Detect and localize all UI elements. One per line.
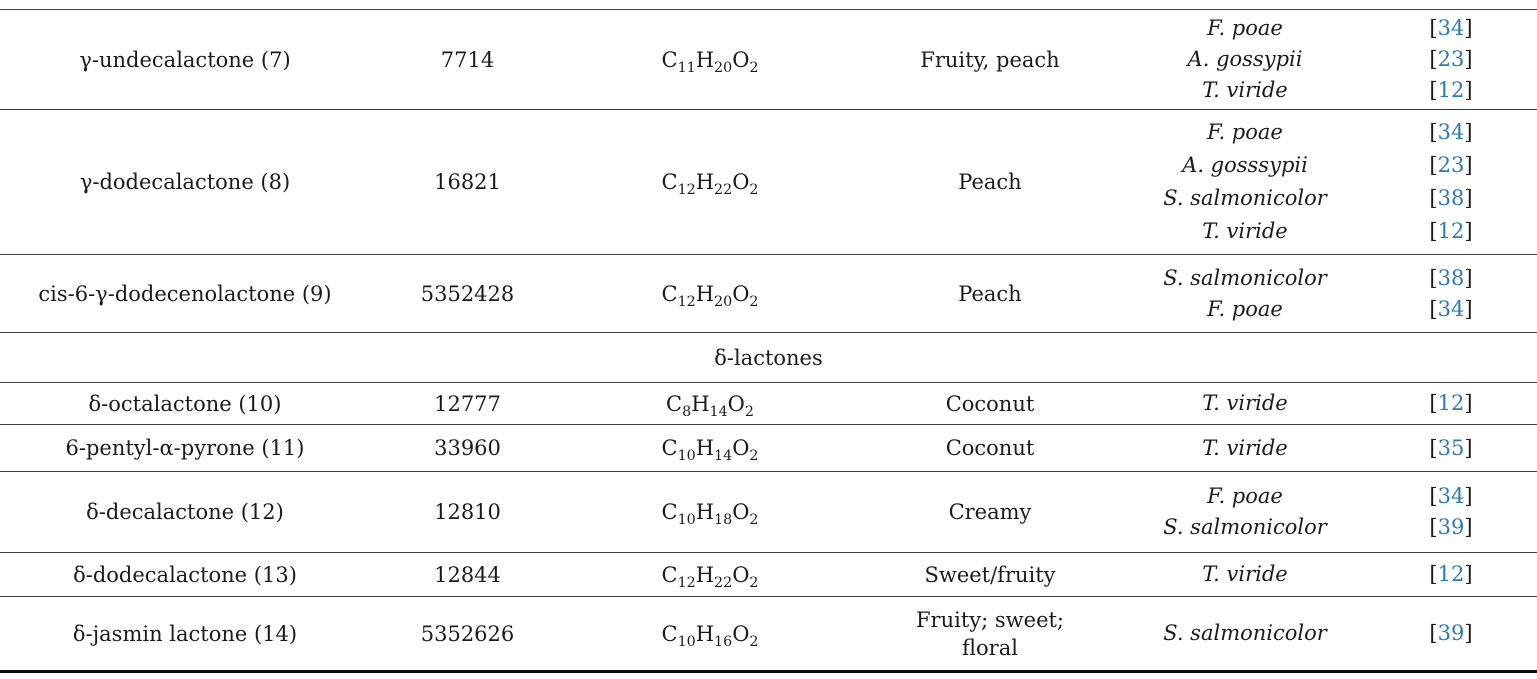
compound-name: δ-octalactone (10)	[88, 391, 282, 416]
citation: [39]	[1429, 515, 1473, 539]
reference-cell	[1365, 383, 1537, 425]
section-header: δ-lactones	[714, 345, 823, 370]
odor-cell	[855, 597, 1125, 672]
pubchem-cid: 16821	[434, 170, 501, 194]
organism-name: A. gossypii	[1187, 47, 1303, 71]
compound-name: γ-dodecalactone (8)	[79, 170, 291, 194]
pubchem-cid: 12777	[434, 391, 501, 416]
odor-cell	[855, 10, 1125, 110]
organism-cell	[1125, 553, 1365, 597]
reference-cell	[1365, 597, 1537, 672]
odor-description: Peach	[958, 170, 1022, 194]
compound-name: δ-dodecalactone (13)	[73, 562, 297, 587]
cid-cell	[370, 553, 565, 597]
reference-cell	[1365, 110, 1537, 255]
organism-name: F. poae	[1207, 484, 1283, 508]
citation: [12]	[1429, 391, 1473, 415]
formula-cell	[565, 255, 855, 333]
citation-link[interactable]: 35	[1437, 435, 1465, 460]
cid-cell	[370, 255, 565, 333]
organism-name: S. salmonicolor	[1163, 621, 1327, 645]
organism-cell	[1125, 110, 1365, 255]
cid-cell	[370, 10, 565, 110]
citation: [34]	[1429, 16, 1473, 40]
organism-name: F. poae	[1207, 16, 1283, 40]
citation: [34]	[1429, 296, 1473, 321]
organism-name: T. viride	[1202, 435, 1288, 460]
compound-name-cell	[0, 472, 370, 553]
odor-cell	[855, 553, 1125, 597]
citation: [38]	[1429, 186, 1473, 210]
odor-description: Creamy	[948, 500, 1032, 524]
organism-name: T. viride	[1202, 562, 1288, 586]
organism-name: F. poae	[1207, 296, 1283, 321]
table-row	[0, 553, 1537, 597]
organism-cell	[1125, 425, 1365, 472]
citation-link[interactable]: 38	[1437, 186, 1465, 210]
citation-link[interactable]: 34	[1437, 296, 1465, 321]
cid-cell	[370, 472, 565, 553]
organism-name: T. viride	[1202, 391, 1288, 415]
compound-name-cell	[0, 255, 370, 333]
citation-link[interactable]: 34	[1437, 16, 1465, 40]
compound-name-cell	[0, 425, 370, 472]
table-row	[0, 472, 1537, 553]
citation-link[interactable]: 23	[1437, 47, 1465, 71]
table-row	[0, 597, 1537, 672]
cid-cell	[370, 425, 565, 472]
chemical-formula: $C_{10}H_{16}O_2$	[661, 621, 759, 650]
table-row	[0, 255, 1537, 333]
citation: [23]	[1429, 47, 1473, 71]
compound-name: γ-undecalactone (7)	[79, 47, 291, 72]
citation: [39]	[1429, 621, 1473, 645]
organism-cell	[1125, 10, 1365, 110]
formula-cell	[565, 425, 855, 472]
odor-description: Sweet/fruity	[924, 562, 1056, 587]
chemical-formula: $C_{12}H_{22}O_2$	[661, 170, 759, 199]
citation-link[interactable]: 12	[1437, 391, 1465, 415]
citation-link[interactable]: 39	[1437, 515, 1465, 539]
organism-name: A. gosssypii	[1182, 153, 1308, 177]
organism-name: T. viride	[1202, 219, 1288, 243]
citation-link[interactable]: 34	[1437, 120, 1465, 144]
formula-cell	[565, 10, 855, 110]
chemical-formula: $C_{10}H_{14}O_2$	[661, 436, 759, 465]
pubchem-cid: 7714	[440, 47, 495, 72]
compound-name-cell	[0, 383, 370, 425]
odor-cell	[855, 383, 1125, 425]
citation-link[interactable]: 12	[1437, 562, 1465, 586]
chemical-formula: $C_{12}H_{22}O_2$	[661, 562, 759, 591]
formula-cell	[565, 597, 855, 672]
citation-link[interactable]: 34	[1437, 484, 1465, 508]
reference-cell	[1365, 553, 1537, 597]
organism-name: T. viride	[1202, 78, 1288, 102]
cid-cell	[370, 383, 565, 425]
reference-cell	[1365, 472, 1537, 553]
compound-name-cell	[0, 110, 370, 255]
reference-cell	[1365, 10, 1537, 110]
organism-name: S. salmonicolor	[1163, 186, 1327, 210]
odor-description: Fruity, peach	[920, 47, 1060, 72]
pubchem-cid: 5352428	[420, 281, 515, 306]
organism-name: S. salmonicolor	[1163, 515, 1327, 539]
pubchem-cid: 12844	[434, 562, 501, 587]
compound-name-cell	[0, 10, 370, 110]
compound-name-cell	[0, 597, 370, 672]
chemical-formula: $C_{10}H_{18}O_2$	[661, 500, 759, 529]
citation-link[interactable]: 39	[1437, 621, 1465, 645]
organism-cell	[1125, 255, 1365, 333]
formula-cell	[565, 553, 855, 597]
formula-cell	[565, 110, 855, 255]
citation-link[interactable]: 38	[1437, 265, 1465, 290]
organism-cell	[1125, 597, 1365, 672]
table-row	[0, 10, 1537, 110]
odor-description: Coconut	[945, 391, 1035, 416]
chemical-formula: $C_{12}H_{20}O_2$	[661, 281, 759, 310]
pubchem-cid: 5352626	[420, 621, 515, 646]
citation: [12]	[1429, 78, 1473, 102]
section-header-row	[0, 333, 1537, 383]
organism-name: S. salmonicolor	[1163, 265, 1327, 290]
citation: [12]	[1429, 219, 1473, 243]
compound-name-cell	[0, 553, 370, 597]
organism-cell	[1125, 383, 1365, 425]
table-row	[0, 383, 1537, 425]
compound-name: δ-jasmin lactone (14)	[72, 621, 298, 646]
odor-cell	[855, 472, 1125, 553]
odor-description: Peach	[958, 281, 1022, 306]
cid-cell	[370, 597, 565, 672]
compound-name: δ-decalactone (12)	[86, 500, 284, 524]
odor-cell	[855, 255, 1125, 333]
citation: [35]	[1429, 435, 1473, 460]
citation: [38]	[1429, 265, 1473, 290]
reference-cell	[1365, 425, 1537, 472]
organism-cell	[1125, 472, 1365, 553]
formula-cell	[565, 383, 855, 425]
citation: [34]	[1429, 484, 1473, 508]
pubchem-cid: 12810	[434, 500, 501, 524]
citation-link[interactable]: 23	[1437, 153, 1465, 177]
pubchem-cid: 33960	[434, 436, 501, 460]
odor-description: Coconut	[945, 436, 1035, 460]
table-row	[0, 110, 1537, 255]
formula-cell	[565, 472, 855, 553]
chemical-formula: $C_{11}H_{20}O_2$	[661, 47, 759, 76]
lactones-table	[0, 9, 1537, 673]
odor-description: Fruity; sweet; floral	[915, 607, 1065, 660]
compound-name: cis-6-γ-dodecenolactone (9)	[38, 281, 332, 306]
citation: [12]	[1429, 562, 1473, 586]
compound-name: 6-pentyl-α-pyrone (11)	[65, 436, 305, 460]
citation: [23]	[1429, 153, 1473, 177]
table-row	[0, 425, 1537, 472]
reference-cell	[1365, 255, 1537, 333]
citation-link[interactable]: 12	[1437, 78, 1465, 102]
citation: [34]	[1429, 120, 1473, 144]
citation-link[interactable]: 12	[1437, 219, 1465, 243]
odor-cell	[855, 425, 1125, 472]
cid-cell	[370, 110, 565, 255]
organism-name: F. poae	[1207, 120, 1283, 144]
odor-cell	[855, 110, 1125, 255]
chemical-formula: $C_8H_{14}O_2$	[666, 391, 754, 420]
